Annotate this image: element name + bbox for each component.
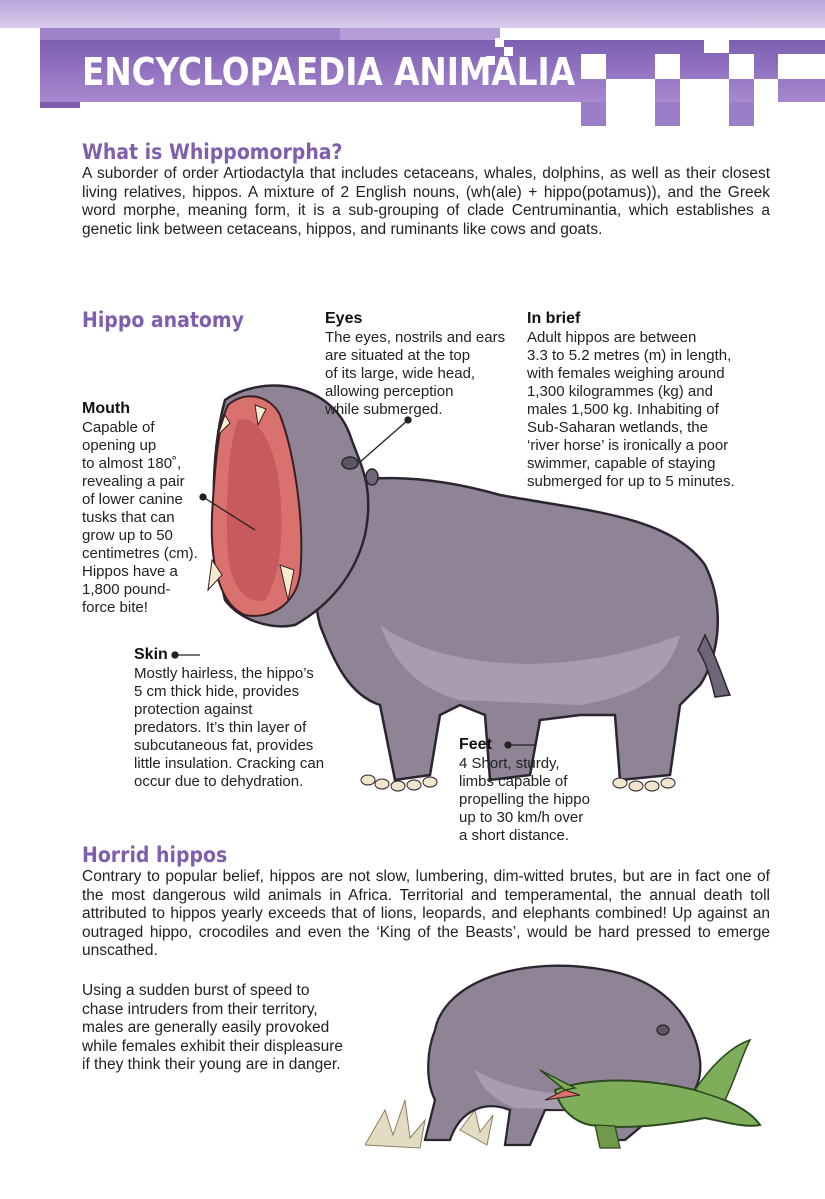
- callout-skin-line: protection against: [134, 701, 253, 718]
- callout-eyes-line: are situated at the top: [325, 347, 471, 364]
- callout-mouth-line: 1,800 pound-: [82, 581, 171, 598]
- anatomy-heading: Hippo anatomy: [82, 308, 244, 332]
- callout-mouth-line: tusks that can: [82, 509, 175, 526]
- horrid-side-text: [82, 982, 377, 1075]
- callout-skin-line: subcutaneous fat, provides: [134, 737, 314, 754]
- callout-mouth-line: force bite!: [82, 599, 148, 616]
- callout-feet-line: propelling the hippo: [459, 791, 590, 808]
- callout-mouth-line: centimetres (cm).: [82, 545, 198, 562]
- callout-feet-title: Feet: [459, 736, 492, 753]
- callout-mouth-line: opening up: [82, 437, 157, 454]
- callout-skin-title: Skin: [134, 646, 168, 663]
- callout-eyes-line: of its large, wide head,: [325, 365, 476, 382]
- horrid-side-line: Using a sudden burst of speed to: [82, 982, 310, 999]
- callout-eyes-line: The eyes, nostrils and ears: [325, 329, 506, 346]
- callout-eyes-title: Eyes: [325, 310, 363, 327]
- callout-mouth-line: to almost 180˚,: [82, 455, 182, 472]
- callout-skin-line: Mostly hairless, the hippo’s: [134, 665, 314, 682]
- callout-in-brief-line: males 1,500 kg. Inhabiting of: [527, 401, 719, 418]
- callout-in-brief-line: swimmer, capable of staying: [527, 455, 716, 472]
- callout-in-brief-line: Sub-Saharan wetlands, the: [527, 419, 708, 436]
- hippo-crocodile-illustration: [365, 950, 765, 1160]
- callout-eyes-line: allowing perception: [325, 383, 454, 400]
- callout-in-brief-line: 3.3 to 5.2 metres (m) in length,: [527, 347, 732, 364]
- callout-feet-line: limbs capable of: [459, 773, 568, 790]
- callout-mouth-line: grow up to 50: [82, 527, 173, 544]
- horrid-heading: Horrid hippos: [82, 843, 228, 867]
- horrid-side-line: while females exhibit their displeasure: [82, 1037, 344, 1055]
- callout-feet-line: 4 Short, sturdy,: [459, 755, 560, 772]
- callout-in-brief-line: submerged for up to 5 minutes.: [527, 473, 735, 490]
- callout-skin-line: predators. It’s thin layer of: [134, 719, 307, 736]
- callout-skin-line: occur due to dehydration.: [134, 773, 304, 790]
- callout-mouth: [82, 400, 217, 617]
- callout-skin: [134, 646, 354, 791]
- callout-in-brief-title: In brief: [527, 310, 581, 327]
- callout-eyes-line: while submerged.: [325, 401, 443, 418]
- horrid-paragraph: Contrary to popular belief, hippos are not slow, lumbering, dim-witted brutes, but are in fact one of the most dangerous wild animals in Africa. Territorial and temperamental, the annual death toll attributed to hippos yearly exceeds that of lions, leopards, and elephants combined! Up against an outraged hippo, crocodiles and even the ‘King of the Beasts’, would be hard pressed to emerge unscathed.: [82, 868, 770, 959]
- callout-skin-line: 5 cm thick hide, provides: [134, 683, 300, 700]
- callout-in-brief-line: ‘river horse’ is ironically a poor: [527, 437, 729, 454]
- callout-mouth-line: revealing a pair: [82, 473, 185, 490]
- callout-in-brief-line: 1,300 kilogrammes (kg) and: [527, 383, 713, 400]
- callout-mouth-line: Hippos have a: [82, 563, 178, 580]
- intro-heading: What is Whippomorpha?: [82, 140, 343, 164]
- callout-mouth-title: Mouth: [82, 400, 130, 417]
- horrid-side-line: males are generally easily provoked: [82, 1019, 330, 1036]
- callout-in-brief: [527, 310, 767, 491]
- intro-paragraph: A suborder of order Artiodactyla that includes cetaceans, whales, dolphins, as well as their closest living relatives, hippos. A mixture of 2 English nouns, (wh(ale) + hippo(potamus)), and the Greek word morphe, meaning form, it is a sub-grouping of clade Centruminantia, which establishes a genetic link between cetaceans, hippos, and ruminants like cows and goats.: [82, 165, 770, 238]
- callout-feet-line: up to 30 km/h over: [459, 809, 584, 826]
- horrid-side-line: chase intruders from their territory,: [82, 1000, 318, 1018]
- callout-feet: [459, 736, 629, 845]
- horrid-side-line: if they think their young are in danger.: [82, 1056, 341, 1073]
- callout-eyes: [325, 310, 525, 419]
- callout-mouth-line: of lower canine: [82, 491, 183, 508]
- callout-feet-line: a short distance.: [459, 827, 570, 844]
- callout-mouth-line: Capable of: [82, 419, 155, 436]
- callout-skin-line: little insulation. Cracking can: [134, 755, 325, 772]
- callout-in-brief-line: with females weighing around: [527, 365, 725, 382]
- callout-in-brief-line: Adult hippos are between: [527, 329, 697, 346]
- page-title: ENCYCLOPAEDIA ANIMALIA: [82, 50, 575, 94]
